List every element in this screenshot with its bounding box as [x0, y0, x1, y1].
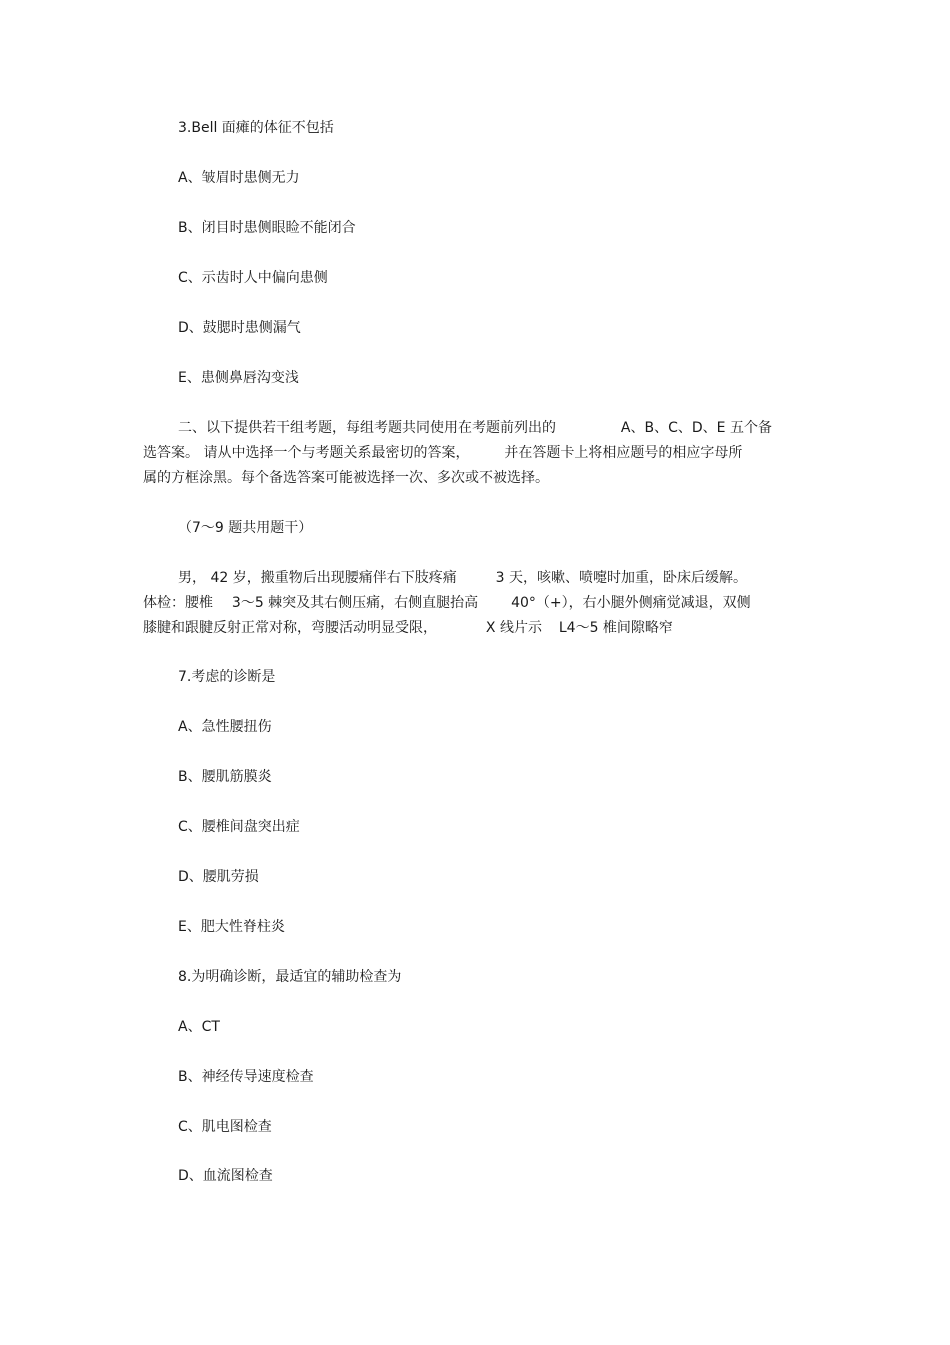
section-2-line-1-part-a: 二、以下提供若干组考题，每组考题共同使用在考题前列出的	[178, 420, 556, 436]
case-line-3	[143, 618, 673, 638]
case-line-2	[143, 593, 751, 613]
question-8-option-a: A、CT	[178, 1019, 220, 1035]
case-line-2-part-c: 40°（+），右小腿外侧痛觉减退，双侧	[511, 595, 751, 611]
case-line-2-part-b: 3～5 棘突及其右侧压痛，右侧直腿抬高	[231, 595, 479, 611]
question-8-option-b: B、神经传导速度检查	[178, 1069, 314, 1085]
question-7-option-e: E、肥大性脊柱炎	[178, 919, 285, 935]
section-2-instructions-line-2	[143, 443, 742, 463]
section-2-instructions-line-3: 属的方框涂黑。每个备选答案可能被选择一次、多次或不被选择。	[143, 470, 549, 486]
question-3-stem: 3.Bell 面瘫的体征不包括	[178, 120, 334, 136]
question-8-option-d: D、血流图检查	[178, 1168, 273, 1184]
question-7-stem: 7.考虑的诊断是	[178, 669, 276, 685]
question-3-option-a: A、皱眉时患侧无力	[178, 170, 300, 186]
question-7-option-b: B、腰肌筋膜炎	[178, 769, 272, 785]
question-3-option-d: D、鼓腮时患侧漏气	[178, 320, 301, 336]
case-line-3-part-a: 膝腱和跟腱反射正常对称，弯腰活动明显受限，	[143, 620, 437, 636]
question-3-option-b: B、闭目时患侧眼睑不能闭合	[178, 220, 356, 236]
case-line-2-part-a: 体检：腰椎	[143, 595, 213, 611]
question-8-option-c: C、肌电图检查	[178, 1119, 272, 1135]
question-3-option-e: E、患侧鼻唇沟变浅	[178, 370, 299, 386]
case-line-1	[178, 568, 747, 588]
section-2-line-1-part-b: A、B、C、D、E 五个备	[620, 420, 772, 436]
shared-stem-label: （7～9 题共用题干）	[178, 520, 313, 536]
case-line-3-part-b: X 线片示	[485, 620, 542, 636]
case-line-3-part-c: L4～5 椎间隙略窄	[558, 620, 673, 636]
question-7-option-d: D、腰肌劳损	[178, 869, 259, 885]
question-7-option-a: A、急性腰扭伤	[178, 719, 272, 735]
question-8-stem: 8.为明确诊断，最适宜的辅助检查为	[178, 969, 402, 985]
section-2-line-2-part-a: 选答案。 请从中选择一个与考题关系最密切的答案，	[143, 445, 470, 461]
case-line-1-part-b: 3 天，咳嗽、喷嚏时加重，卧床后缓解。	[495, 570, 747, 586]
section-2-line-2-part-b: 并在答题卡上将相应题号的相应字母所	[504, 445, 743, 461]
section-2-instructions-line-1	[178, 418, 772, 438]
question-3-option-c: C、示齿时人中偏向患侧	[178, 270, 328, 286]
question-7-option-c: C、腰椎间盘突出症	[178, 819, 300, 835]
case-line-1-part-a: 男， 42 岁，搬重物后出现腰痛伴右下肢疼痛	[178, 570, 457, 586]
